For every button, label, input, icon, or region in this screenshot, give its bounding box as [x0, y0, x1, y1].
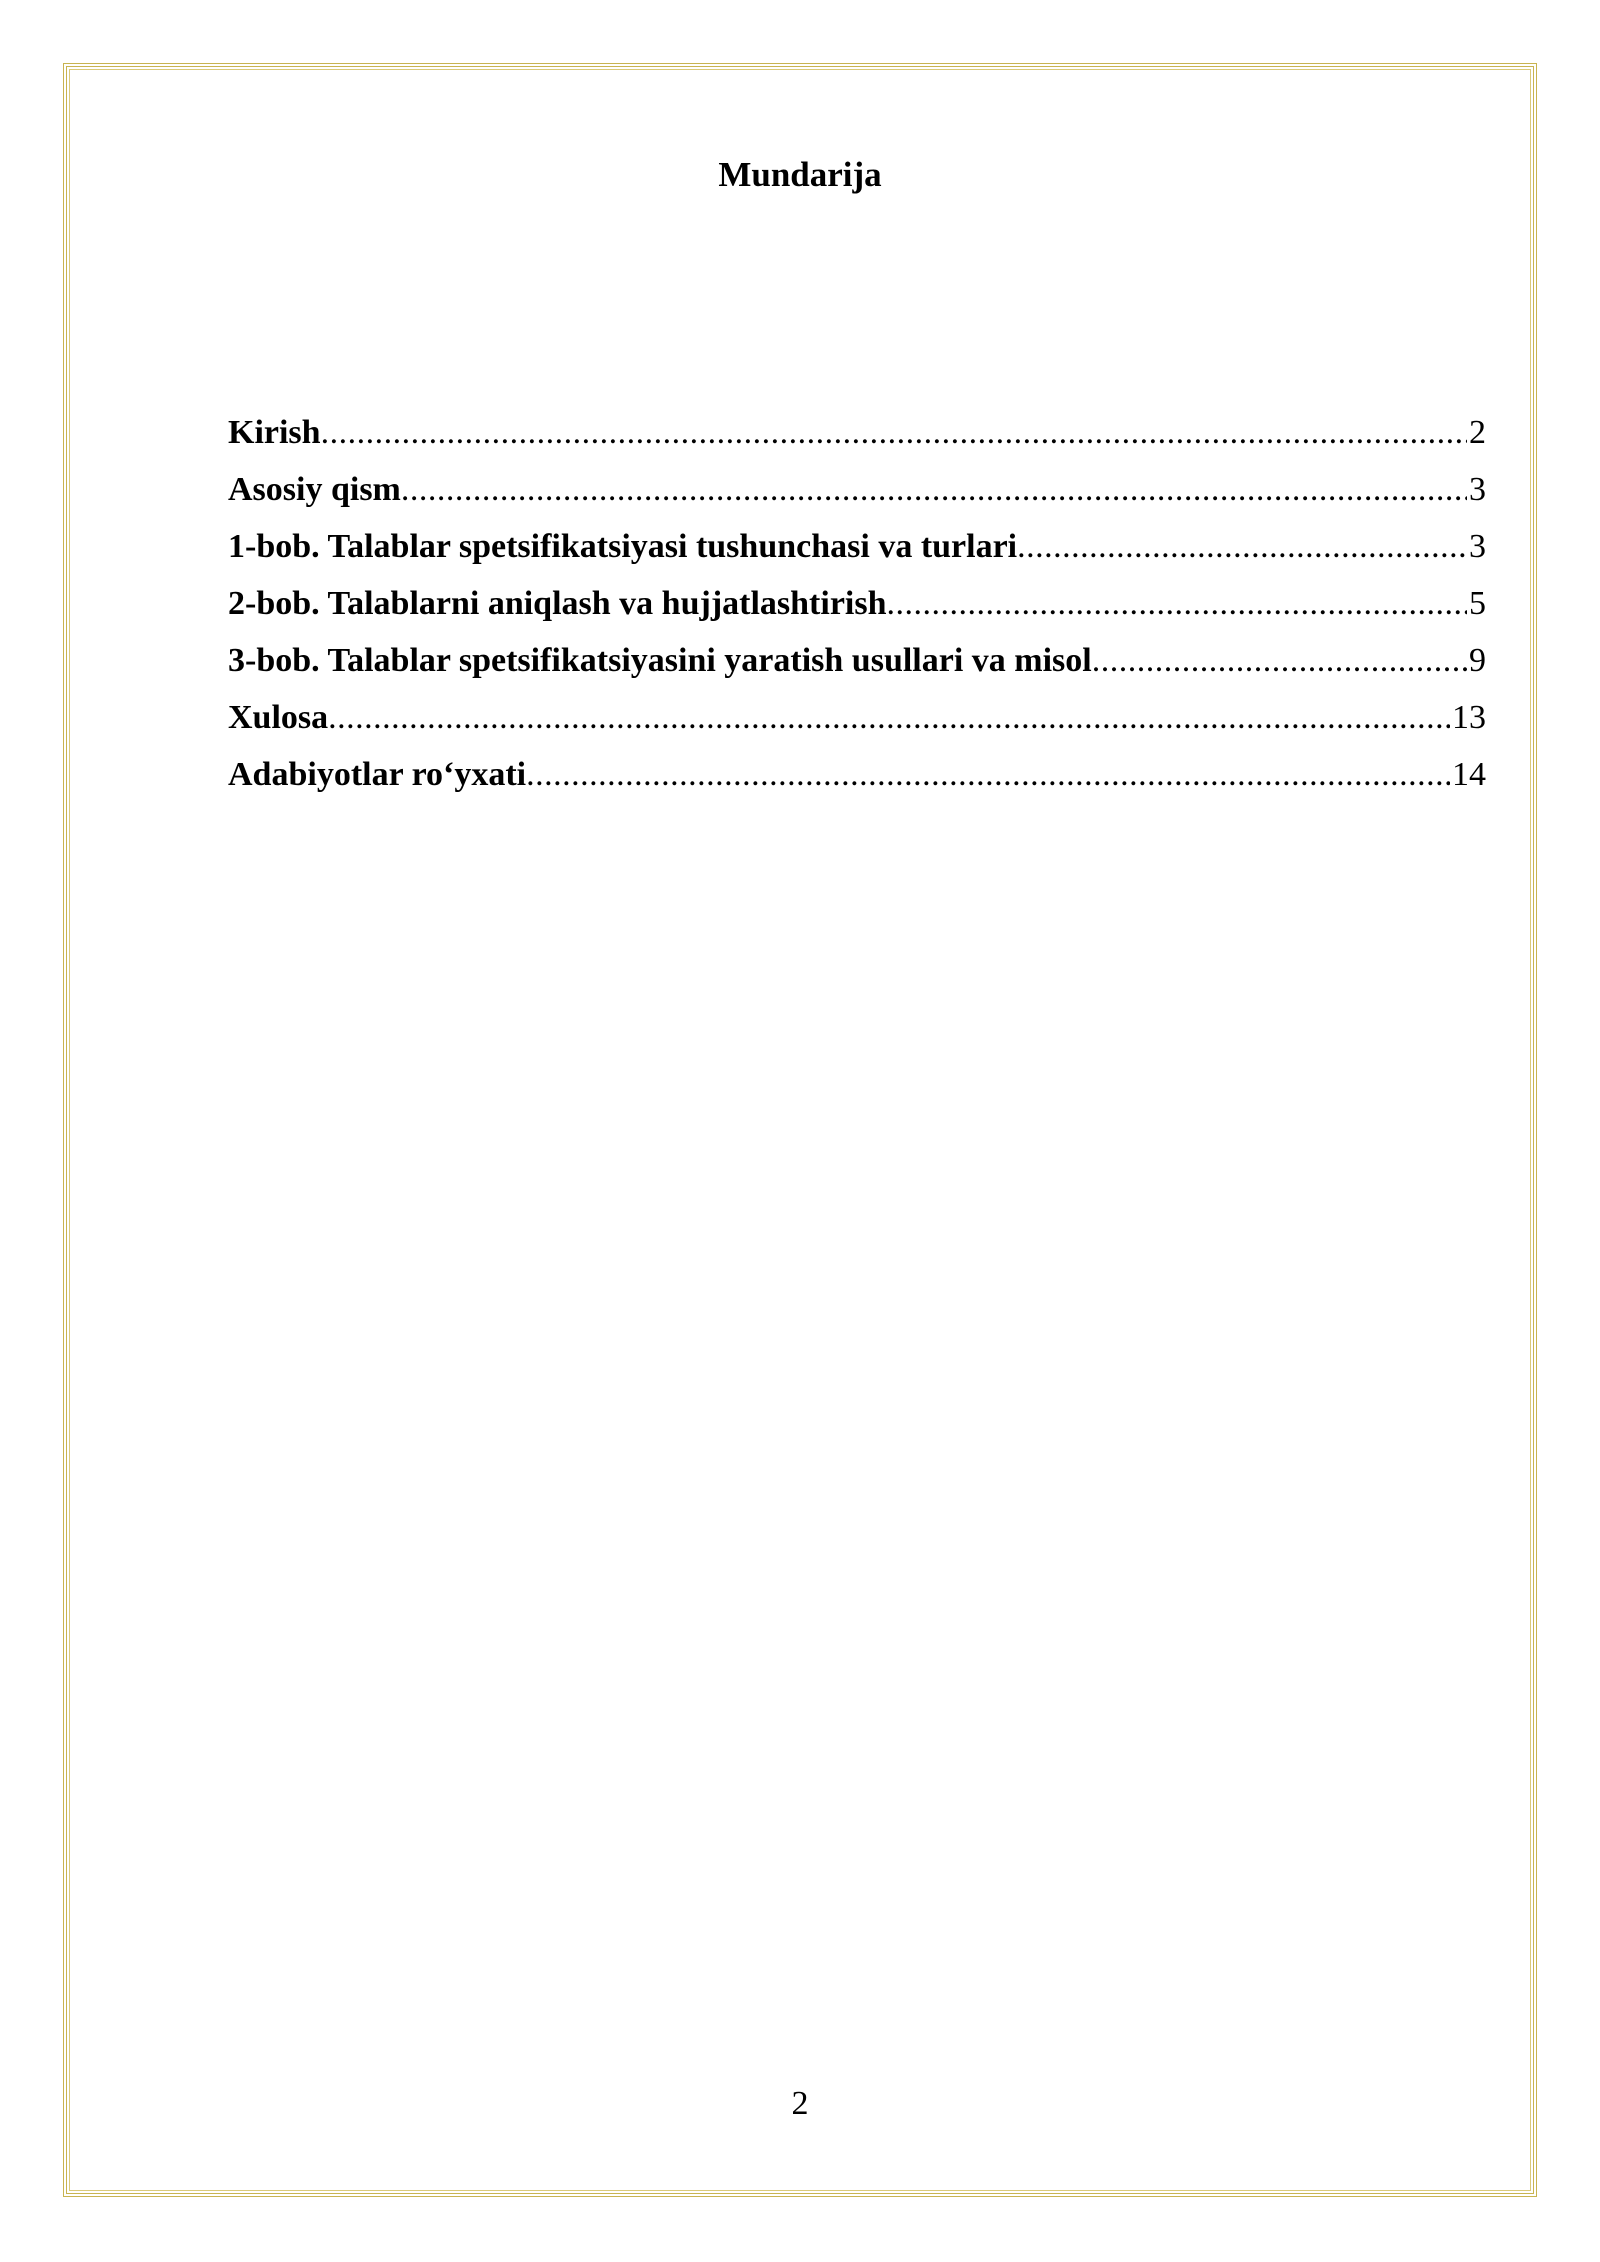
toc-entry-label: Asosiy qism	[228, 471, 401, 508]
toc-entry-chapter-2[interactable]	[228, 581, 1486, 638]
toc-entry-chapter-1[interactable]	[228, 524, 1486, 581]
toc-entry-page: 13	[1452, 699, 1486, 736]
toc-entry-label: 2-bob. Talablarni aniqlash va hujjatlashtirish	[228, 585, 887, 622]
toc-entry-page: 2	[1469, 414, 1486, 451]
toc-entry-page: 3	[1469, 528, 1486, 565]
toc-leader-dots	[321, 410, 1467, 456]
toc-leader-dots	[1017, 524, 1467, 570]
toc-entry-label: 1-bob. Talablar spetsifikatsiyasi tushunchasi va turlari	[228, 528, 1018, 565]
toc-entry-label: Adabiyotlar ro‘yxati	[228, 756, 527, 793]
toc-entry-page: 14	[1452, 756, 1486, 793]
toc-leader-dots	[526, 752, 1450, 798]
table-of-contents	[228, 410, 1486, 809]
toc-entry-page: 5	[1469, 585, 1486, 622]
toc-entry-page: 9	[1469, 642, 1486, 679]
toc-entry-label: Kirish	[228, 414, 321, 451]
toc-entry-label: Xulosa	[228, 699, 329, 736]
toc-entry-kirish[interactable]	[228, 410, 1486, 467]
toc-entry-chapter-3[interactable]	[228, 638, 1486, 695]
toc-leader-dots	[401, 467, 1467, 513]
toc-leader-dots	[887, 581, 1467, 627]
toc-entry-adabiyotlar[interactable]	[228, 752, 1486, 809]
toc-entry-page: 3	[1469, 471, 1486, 508]
page-number: 2	[791, 2085, 809, 2122]
page-border	[63, 63, 1537, 2197]
toc-leader-dots	[328, 695, 1450, 741]
page-title: Mundarija	[718, 155, 882, 194]
toc-leader-dots	[1092, 638, 1467, 684]
toc-entry-xulosa[interactable]	[228, 695, 1486, 752]
toc-entry-asosiy-qism[interactable]	[228, 467, 1486, 524]
toc-entry-label: 3-bob. Talablar spetsifikatsiyasini yaratish usullari va misol	[228, 642, 1092, 679]
